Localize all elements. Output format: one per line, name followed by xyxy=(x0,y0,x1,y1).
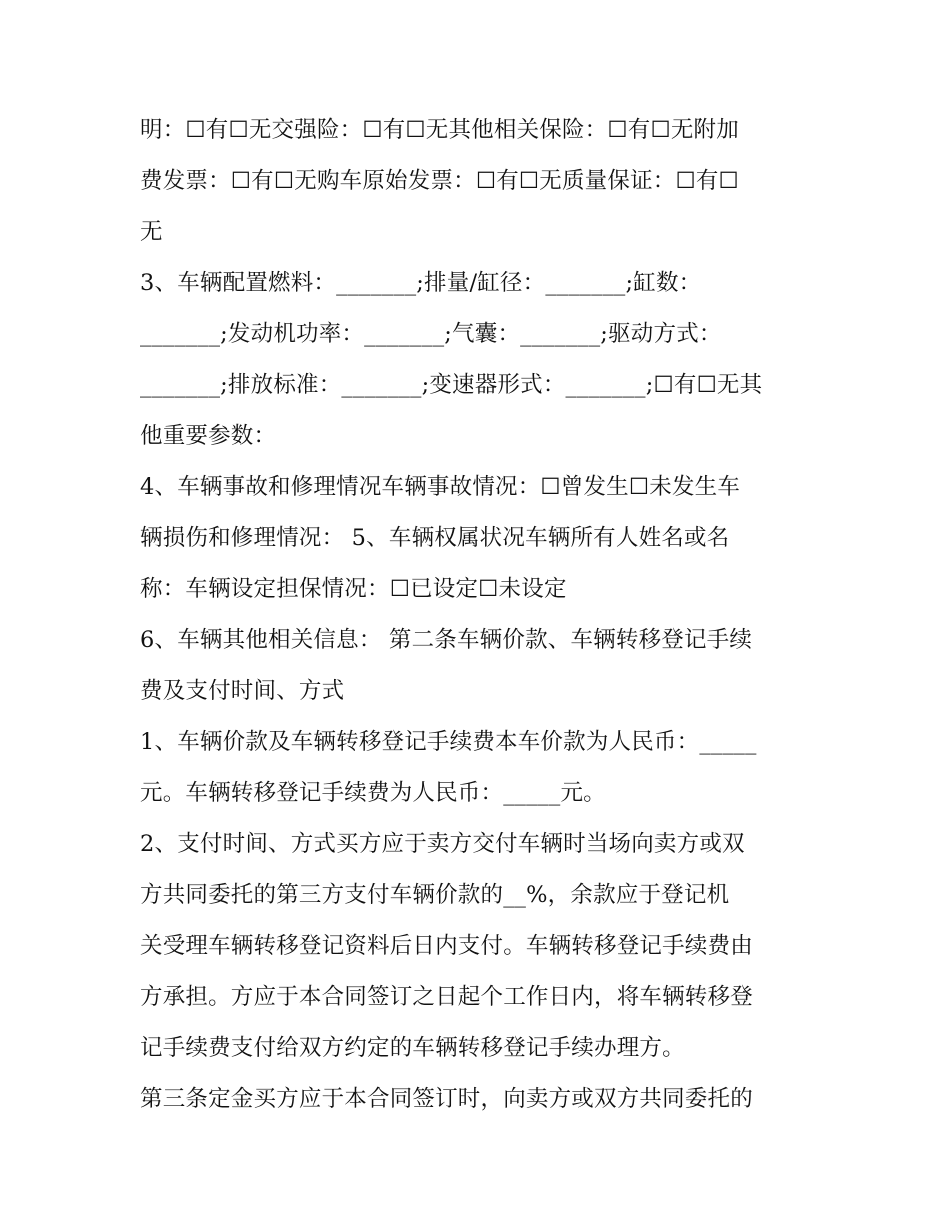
text-line: 第三条定金买方应于本合同签订时，向卖方或双方共同委托的 xyxy=(140,1086,753,1112)
text-line: 方承担。方应于本合同签订之日起个工作日内，将车辆转移登 xyxy=(140,984,753,1010)
text-line: 方共同委托的第三方支付车辆价款的__%，余款应于登记机 xyxy=(140,882,730,908)
text-line: 费发票：☐有☐无购车原始发票：☐有☐无质量保证：☐有☐ xyxy=(140,168,739,194)
text-line: 他重要参数： xyxy=(140,423,277,449)
text-line: _______;发动机功率：_______;气囊：_______;驱动方式： xyxy=(140,321,722,347)
text-line: 费及支付时间、方式 xyxy=(140,678,345,704)
text-line: 记手续费支付给双方约定的车辆转移登记手续办理方。 xyxy=(140,1035,685,1061)
text-line: 4、车辆事故和修理情况车辆事故情况：☐曾发生☐未发生车 xyxy=(140,474,741,500)
text-line: _______;排放标准：_______;变速器形式：_______;☐有☐无其 xyxy=(140,372,763,398)
text-line: 辆损伤和修理情况： 5、车辆权属状况车辆所有人姓名或名 xyxy=(140,525,730,551)
text-line: 明：☐有☐无交强险：☐有☐无其他相关保险：☐有☐无附加 xyxy=(140,117,739,143)
text-line: 2、支付时间、方式买方应于卖方交付车辆时当场向卖方或双 xyxy=(140,831,745,857)
text-line: 3、车辆配置燃料：_______;排量/缸径：_______;缸数： xyxy=(140,270,702,296)
text-line: 1、车辆价款及车辆转移登记手续费本车价款为人民币：_____ xyxy=(140,729,757,755)
text-line: 6、车辆其他相关信息： 第二条车辆价款、车辆转移登记手续 xyxy=(140,627,753,653)
text-line: 元。车辆转移登记手续费为人民币：_____元。 xyxy=(140,780,606,806)
text-line: 关受理车辆转移登记资料后日内支付。车辆转移登记手续费由 xyxy=(140,933,753,959)
text-line: 称：车辆设定担保情况：☐已设定☐未设定 xyxy=(140,576,567,602)
document-body xyxy=(140,105,815,1125)
text-line: 无 xyxy=(140,219,163,245)
